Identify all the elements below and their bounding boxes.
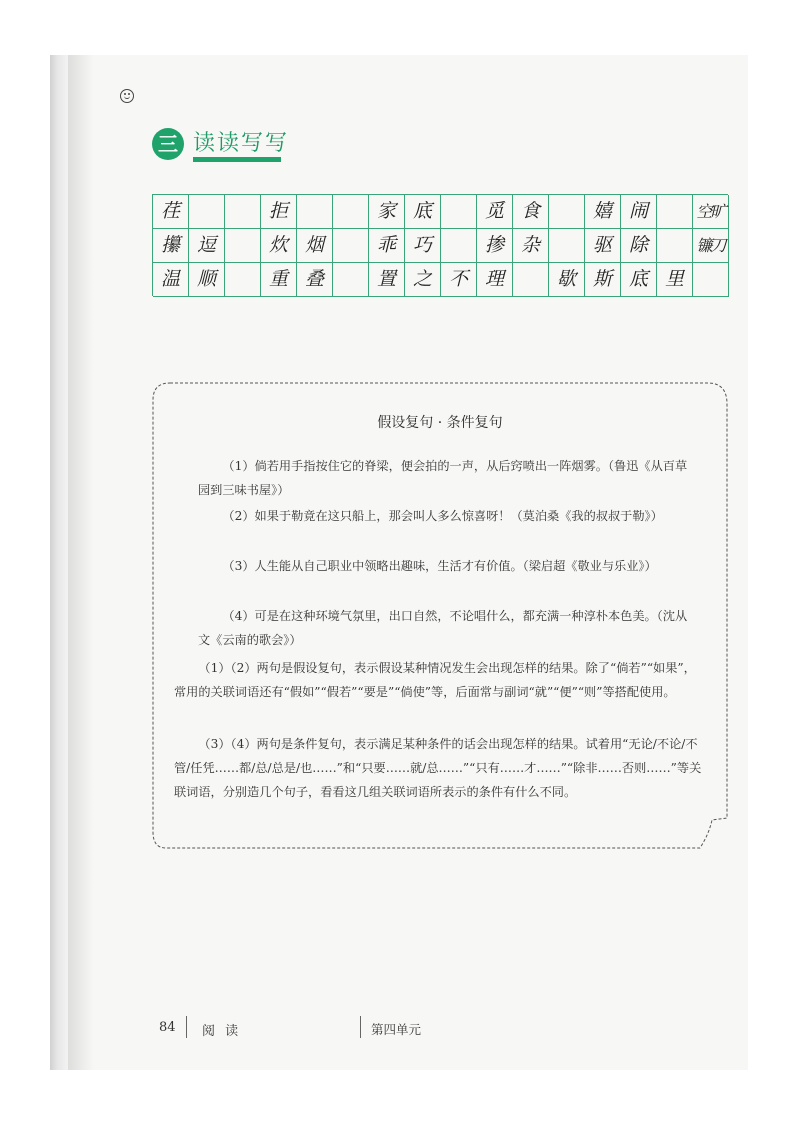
grid-cell: 炊 <box>261 229 297 263</box>
grid-cell: 斯 <box>585 263 621 297</box>
grid-cell <box>657 229 693 263</box>
footer-divider <box>186 1016 187 1038</box>
grid-cell: 荏 <box>153 195 189 229</box>
grid-cell: 驱 <box>585 229 621 263</box>
grid-cell <box>225 195 261 229</box>
grid-cell: 底 <box>405 195 441 229</box>
grid-cell: 歇 <box>549 263 585 297</box>
section-title: 读读写写 <box>193 131 290 156</box>
grid-cell: 烟 <box>297 229 333 263</box>
note-title: 假设复句 · 条件复句 <box>377 415 503 431</box>
word-grid <box>152 194 728 296</box>
grid-cell: 闹 <box>621 195 657 229</box>
example-1: （1）倘若用手指按住它的脊梁，便会拍的一声，从后窍喷出一阵烟雾。（鲁迅《从百草园到三味书屋》） <box>198 459 688 497</box>
explanation-hypothetical: （1）（2）两句是假设复句，表示假设某种情况发生会出现怎样的结果。除了“倘若”“如果”，常用的关联词语还有“假如”“假若”“要是”“倘使”等，后面常与副词“就”“便”“则”等搭配使用。 <box>174 661 696 699</box>
grid-cell: 乖 <box>369 229 405 263</box>
grid-cell: 温 <box>153 263 189 297</box>
page-edge <box>50 55 68 1070</box>
grid-cell: 重 <box>261 263 297 297</box>
grid-cell <box>657 195 693 229</box>
grid-cell: 觅 <box>477 195 513 229</box>
grid-cell: 嬉 <box>585 195 621 229</box>
grid-cell <box>189 195 225 229</box>
grid-cell: 不 <box>441 263 477 297</box>
example-3: （3）人生能从自己职业中领略出趣味，生活才有价值。（梁启超《敬业与乐业》） <box>222 559 657 573</box>
grid-cell: 食 <box>513 195 549 229</box>
grid-cell: 里 <box>657 263 693 297</box>
grid-cell <box>693 263 729 297</box>
explanation-conditional: （3）（4）两句是条件复句，表示满足某种条件的话会出现怎样的结果。试着用“无论/不论/不管/任凭……都/总/总是/也……”和“只要……就/总……”“只有……才……”“除非……否则……”等关联词语，分别造几个句子，看看这几组关联词语所表示的条件有什么不同。 <box>174 737 702 799</box>
grid-cell <box>513 263 549 297</box>
grid-cell: 杂 <box>513 229 549 263</box>
grammar-note-box <box>152 382 728 850</box>
grid-cell <box>549 229 585 263</box>
grid-cell: 家 <box>369 195 405 229</box>
grid-cell <box>333 195 369 229</box>
grid-cell <box>333 229 369 263</box>
grid-cell: 之 <box>405 263 441 297</box>
page-number: 84 <box>159 1020 176 1035</box>
grid-cell: 掺 <box>477 229 513 263</box>
footer-section-label: 阅 读 <box>202 1024 242 1039</box>
grid-cell <box>333 263 369 297</box>
grid-cell-text: 空旷 <box>696 202 725 221</box>
grid-cell <box>225 263 261 297</box>
grid-cell: 叠 <box>297 263 333 297</box>
example-2: （2）如果于勒竟在这只船上，那会叫人多么惊喜呀！（莫泊桑《我的叔叔于勒》） <box>222 509 663 523</box>
grid-cell: 除 <box>621 229 657 263</box>
grid-cell: 置 <box>369 263 405 297</box>
grid-cell: 攥 <box>153 229 189 263</box>
grid-cell-text: 镰刀 <box>696 236 725 255</box>
page-gutter-shadow <box>68 55 94 1070</box>
grid-cell <box>297 195 333 229</box>
section-title-underline <box>193 157 281 162</box>
footer-unit-label: 第四单元 <box>371 1022 422 1037</box>
example-4: （4）可是在这种环境气氛里，出口自然，不论唱什么，都充满一种淳朴本色美。（沈从文《云南的歌会》） <box>198 609 688 647</box>
grid-cell <box>549 195 585 229</box>
grid-cell: 拒 <box>261 195 297 229</box>
footer-divider <box>360 1016 361 1038</box>
grid-cell: 理 <box>477 263 513 297</box>
grid-cell <box>441 229 477 263</box>
grid-cell: 巧 <box>405 229 441 263</box>
grid-cell: 逗 <box>189 229 225 263</box>
grid-cell <box>225 229 261 263</box>
grid-cell <box>441 195 477 229</box>
section-number-badge: 三 <box>152 128 184 160</box>
grid-cell <box>693 195 729 229</box>
grid-cell <box>693 229 729 263</box>
smiley-icon <box>120 89 134 103</box>
grid-cell: 顺 <box>189 263 225 297</box>
grid-cell: 底 <box>621 263 657 297</box>
